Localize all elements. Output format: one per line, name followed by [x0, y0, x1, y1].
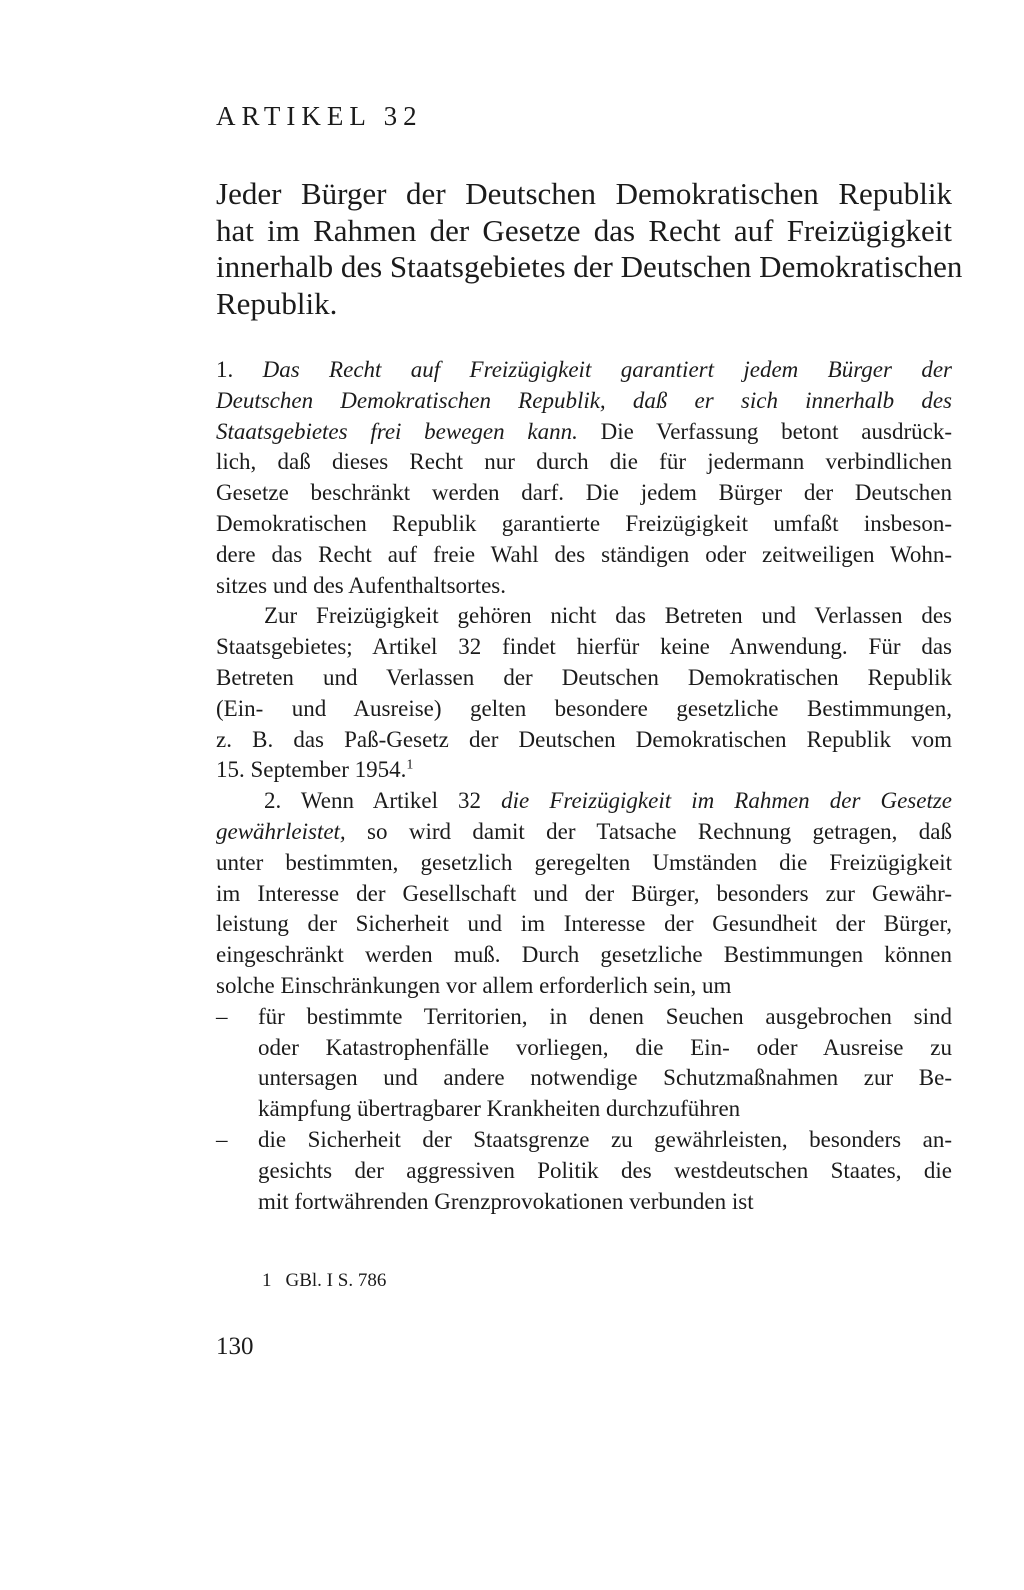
list-item [216, 1125, 952, 1217]
commentary-paragraph-1 [216, 355, 952, 601]
text-line: 15. September 1954.$^1$ [216, 757, 414, 783]
dash-bullet: – [216, 1003, 228, 1029]
italic-text: gewährleistet, [216, 818, 346, 844]
text-line: dere das Recht auf freie Wahl des ständigen oder zeitweiligen Wohn- [216, 541, 952, 567]
text-line: gesichts der aggressiven Politik des westdeutschen Staates, die [258, 1157, 952, 1183]
italic-text: Das Recht auf Freizügigkeit garantiert jedem Bürger der [262, 357, 952, 382]
text-line: sitzes und des Aufenthaltsortes. [216, 572, 507, 598]
dash-bullet: – [216, 1126, 228, 1152]
list-item [216, 1002, 952, 1125]
text-line: im Interesse der Gesellschaft und der Bürger, besonders zur Gewähr- [216, 880, 952, 906]
article-line: hat im Rahmen der Gesetze das Recht auf Freizügigkeit [216, 212, 952, 248]
text-line: die Sicherheit der Staatsgrenze zu gewährleisten, besonders an- [258, 1126, 952, 1152]
text-line: Demokratischen Republik garantierte Freizügigkeit umfaßt insbeson- [216, 510, 952, 536]
footnote-reference[interactable]: 1 [406, 757, 414, 773]
bullet-list [216, 1002, 952, 1218]
text-line: untersagen und andere notwendige Schutzmaßnahmen zur Be- [258, 1065, 952, 1091]
text-line: oder Katastrophenfälle vorliegen, die Ein- oder Ausreise zu [258, 1034, 952, 1060]
text-line: Gesetze beschränkt werden darf. Die jedem Bürger der Deutschen [216, 480, 952, 506]
text-line: (Ein- und Ausreise) gelten besondere gesetzliche Bestimmungen, [216, 695, 952, 721]
paragraph-number: 1. [216, 357, 263, 382]
text-line: mit fortwährenden Grenzprovokationen verbunden ist [258, 1188, 754, 1214]
commentary-paragraph-2 [216, 601, 952, 786]
text-line: für bestimmte Territorien, in denen Seuchen ausgebrochen sind [258, 1003, 952, 1029]
text-line [216, 355, 952, 386]
text-line [216, 386, 952, 417]
commentary [216, 355, 952, 1217]
page-number: 130 [216, 1333, 254, 1360]
article-heading: ARTIKEL 32 [216, 101, 423, 131]
text-line: eingeschränkt werden muß. Durch gesetzliche Bestimmungen können [216, 942, 952, 968]
text-line: Betreten und Verlassen der Deutschen Demokratischen Republik [216, 664, 952, 690]
footnote-text: GBl. I S. 786 [285, 1270, 387, 1291]
text-line: 2. Wenn Artikel 32 die Freizügigkeit im Rahmen der Gesetze [264, 788, 953, 814]
text-line: z. B. das Paß-Gesetz der Deutschen Demokratischen Republik vom [216, 726, 952, 752]
text-line: lich, daß dieses Recht nur durch die für jedermann verbindlichen [216, 449, 952, 475]
text-line: Staatsgebietes frei bewegen kann. Die Verfassung betont ausdrück- [216, 418, 952, 444]
italic-text: die Freizügigkeit im Rahmen der Gesetze [501, 788, 953, 814]
text-line: gewährleistet, so wird damit der Tatsache Rechnung getragen, daß [216, 818, 952, 844]
italic-text: Staatsgebietes frei bewegen kann. [216, 418, 578, 444]
article-line: innerhalb des Staatsgebietes der Deutschen Demokratischen [216, 249, 963, 284]
text-line: unter bestimmten, gesetzlich geregelten Umständen die Freizügigkeit [216, 849, 952, 875]
text-line: Zur Freizügigkeit gehören nicht das Betreten und Verlassen des [264, 603, 952, 629]
text-line: kämpfung übertragbarer Krankheiten durchzuführen [258, 1096, 741, 1122]
article-line: Republik. [216, 285, 338, 321]
footnote-number: 1 [262, 1270, 272, 1291]
article-line: Jeder Bürger der Deutschen Demokratischen Republik [216, 176, 952, 211]
commentary-paragraph-3 [216, 786, 952, 1002]
article-text [216, 176, 963, 322]
text-line: leistung der Sicherheit und im Interesse der Gesundheit der Bürger, [216, 911, 952, 937]
italic-text: Deutschen Demokratischen Republik, daß er sich innerhalb des [216, 387, 952, 413]
text-line: solche Einschränkungen vor allem erforderlich sein, um [216, 972, 732, 998]
text-line: Staatsgebietes; Artikel 32 findet hierfür keine Anwendung. Für das [216, 634, 952, 660]
footnote [262, 1269, 386, 1293]
